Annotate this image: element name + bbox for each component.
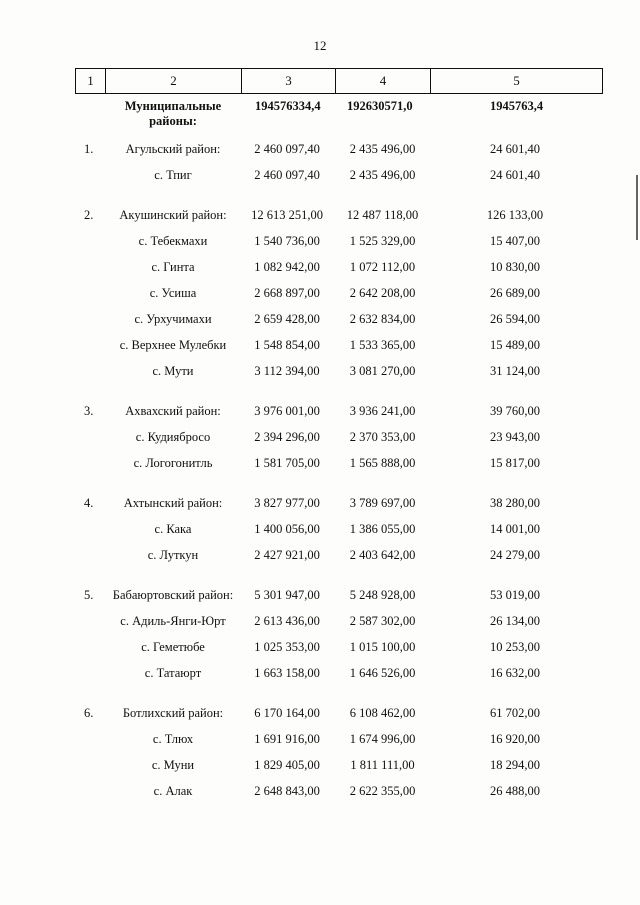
- header-col-3: 3: [242, 69, 336, 94]
- row-col5: 23 943,00: [490, 430, 540, 444]
- row-col5: 10 253,00: [490, 640, 540, 654]
- row-name: Ботлихский район:: [122, 706, 224, 720]
- row-col3: 1 025 353,00: [254, 640, 320, 654]
- row-col3: 2 613 436,00: [254, 614, 320, 628]
- row-col3: 1 829 405,00: [254, 758, 320, 772]
- row-name: с. Кака: [154, 522, 192, 536]
- row-col5: 15 817,00: [490, 456, 540, 470]
- row-col3: 2 648 843,00: [254, 784, 320, 798]
- row-col4: 2 632 834,00: [349, 312, 416, 326]
- row-name: с. Урхучимахи: [134, 312, 212, 326]
- row-col5: 26 488,00: [490, 784, 540, 798]
- table-row: [0, 338, 640, 358]
- table-row: [0, 142, 640, 162]
- row-col3: 1 548 854,00: [254, 338, 320, 352]
- row-name: Бабаюртовский район:: [112, 588, 234, 602]
- row-col4: 3 081 270,00: [349, 364, 416, 378]
- row-col5: 24 601,40: [490, 142, 540, 156]
- row-number: 4.: [84, 496, 94, 510]
- row-col4: 2 435 496,00: [349, 142, 416, 156]
- row-col4: 1 674 996,00: [349, 732, 416, 746]
- header-row: [76, 69, 603, 94]
- table-row: [0, 640, 640, 660]
- row-col4: 1 015 100,00: [349, 640, 416, 654]
- row-name: с. Муни: [151, 758, 195, 772]
- row-col5: 61 702,00: [490, 706, 540, 720]
- row-number: 5.: [84, 588, 94, 602]
- row-col3: 5 301 947,00: [254, 588, 320, 602]
- row-name: с. Верхнее Мулебки: [119, 338, 227, 352]
- table-row: [0, 588, 640, 608]
- row-name: с. Усиша: [149, 286, 197, 300]
- row-name: с. Геметюбе: [141, 640, 205, 654]
- row-name: с. Мути: [152, 364, 194, 378]
- row-col5: 26 134,00: [490, 614, 540, 628]
- row-number: 3.: [84, 404, 94, 418]
- row-name: с. Алак: [153, 784, 193, 798]
- row-col4: 3 789 697,00: [349, 496, 416, 510]
- row-col3: 2 460 097,40: [254, 142, 320, 156]
- row-col3: 1 540 736,00: [254, 234, 320, 248]
- table-row: [0, 168, 640, 188]
- page-number: 12: [313, 38, 327, 53]
- row-name: Ахтынский район:: [123, 496, 223, 510]
- total-label: Муниципальные районы:: [124, 99, 222, 128]
- row-col3: 2 659 428,00: [254, 312, 320, 326]
- total-col4: 192630571,0: [347, 99, 413, 113]
- total-col3: 194576334,4: [255, 99, 321, 113]
- row-col5: 10 830,00: [490, 260, 540, 274]
- row-col3: 3 976 001,00: [254, 404, 320, 418]
- row-col3: 6 170 164,00: [254, 706, 320, 720]
- row-col3: 1 581 705,00: [254, 456, 320, 470]
- row-col4: 6 108 462,00: [349, 706, 416, 720]
- row-col3: 2 427 921,00: [254, 548, 320, 562]
- table-row: [0, 260, 640, 280]
- table-header: [75, 68, 603, 94]
- row-col5: 16 632,00: [490, 666, 540, 680]
- row-col4: 1 811 111,00: [350, 758, 415, 772]
- row-col5: 126 133,00: [486, 208, 544, 222]
- row-col3: 3 827 977,00: [254, 496, 320, 510]
- row-col5: 24 279,00: [490, 548, 540, 562]
- table-row: [0, 456, 640, 476]
- table-row: [0, 430, 640, 450]
- row-col5: 26 594,00: [490, 312, 540, 326]
- row-col5: 31 124,00: [490, 364, 540, 378]
- row-col3: 12 613 251,00: [251, 208, 323, 222]
- row-name: Акушинский район:: [119, 208, 227, 222]
- row-name: с. Тпиг: [154, 168, 192, 182]
- table-row: [0, 732, 640, 752]
- row-col5: 39 760,00: [490, 404, 540, 418]
- row-col4: 12 487 118,00: [346, 208, 419, 222]
- header-col-4: 4: [336, 69, 431, 94]
- row-col5: 18 294,00: [490, 758, 540, 772]
- table-row: [0, 364, 640, 384]
- table-row: [0, 614, 640, 634]
- row-col4: 1 565 888,00: [349, 456, 416, 470]
- table-row: [0, 706, 640, 726]
- row-col5: 38 280,00: [490, 496, 540, 510]
- row-name: Ахвахский район:: [125, 404, 221, 418]
- table-row: [0, 522, 640, 542]
- row-col4: 5 248 928,00: [349, 588, 416, 602]
- row-name: с. Адиль-Янги-Юрт: [120, 614, 226, 628]
- row-name: с. Кудиябросо: [135, 430, 211, 444]
- row-name: с. Логогонитль: [133, 456, 213, 470]
- table-row: [0, 208, 640, 228]
- row-col4: 2 587 302,00: [349, 614, 416, 628]
- row-col4: 3 936 241,00: [349, 404, 416, 418]
- row-col4: 1 072 112,00: [349, 260, 416, 274]
- row-col4: 2 622 355,00: [349, 784, 416, 798]
- row-col4: 2 370 353,00: [349, 430, 416, 444]
- header-col-2: 2: [106, 69, 242, 94]
- row-col5: 15 407,00: [490, 234, 540, 248]
- total-col5: 1945763,4: [490, 99, 544, 113]
- row-col3: 1 082 942,00: [254, 260, 320, 274]
- row-col4: 1 646 526,00: [349, 666, 416, 680]
- table-row: [0, 234, 640, 254]
- row-col3: 1 400 056,00: [254, 522, 320, 536]
- row-col3: 2 668 897,00: [254, 286, 320, 300]
- row-col5: 14 001,00: [490, 522, 540, 536]
- row-col3: 2 394 296,00: [254, 430, 320, 444]
- row-col4: 2 403 642,00: [349, 548, 416, 562]
- row-col4: 2 435 496,00: [349, 168, 416, 182]
- row-number: 1.: [84, 142, 94, 156]
- table-row: [0, 548, 640, 568]
- row-col3: 1 663 158,00: [254, 666, 320, 680]
- header-col-5: 5: [431, 69, 603, 94]
- table-row: [0, 666, 640, 686]
- row-col5: 53 019,00: [490, 588, 540, 602]
- row-col5: 15 489,00: [490, 338, 540, 352]
- row-col3: 1 691 916,00: [254, 732, 320, 746]
- row-name: с. Гинта: [151, 260, 195, 274]
- table-row: [0, 404, 640, 424]
- row-col3: 2 460 097,40: [254, 168, 320, 182]
- row-col5: 16 920,00: [490, 732, 540, 746]
- row-number: 6.: [84, 706, 94, 720]
- page-edge-mark: [636, 175, 638, 240]
- row-name: с. Тлюх: [152, 732, 194, 746]
- row-number: 2.: [84, 208, 94, 222]
- header-col-1: 1: [76, 69, 106, 94]
- row-col4: 1 386 055,00: [349, 522, 416, 536]
- table-row: [0, 286, 640, 306]
- row-name: с. Татаюрт: [144, 666, 202, 680]
- table-row: [0, 784, 640, 804]
- row-col5: 24 601,40: [490, 168, 540, 182]
- row-name: с. Тебекмахи: [138, 234, 208, 248]
- table-row: [0, 758, 640, 778]
- row-col5: 26 689,00: [490, 286, 540, 300]
- row-name: с. Луткун: [147, 548, 199, 562]
- row-col3: 3 112 394,00: [254, 364, 320, 378]
- row-col4: 1 525 329,00: [349, 234, 416, 248]
- row-col4: 2 642 208,00: [349, 286, 416, 300]
- row-name: Агульский район:: [125, 142, 221, 156]
- table-row: [0, 312, 640, 332]
- table-row: [0, 496, 640, 516]
- row-col4: 1 533 365,00: [349, 338, 416, 352]
